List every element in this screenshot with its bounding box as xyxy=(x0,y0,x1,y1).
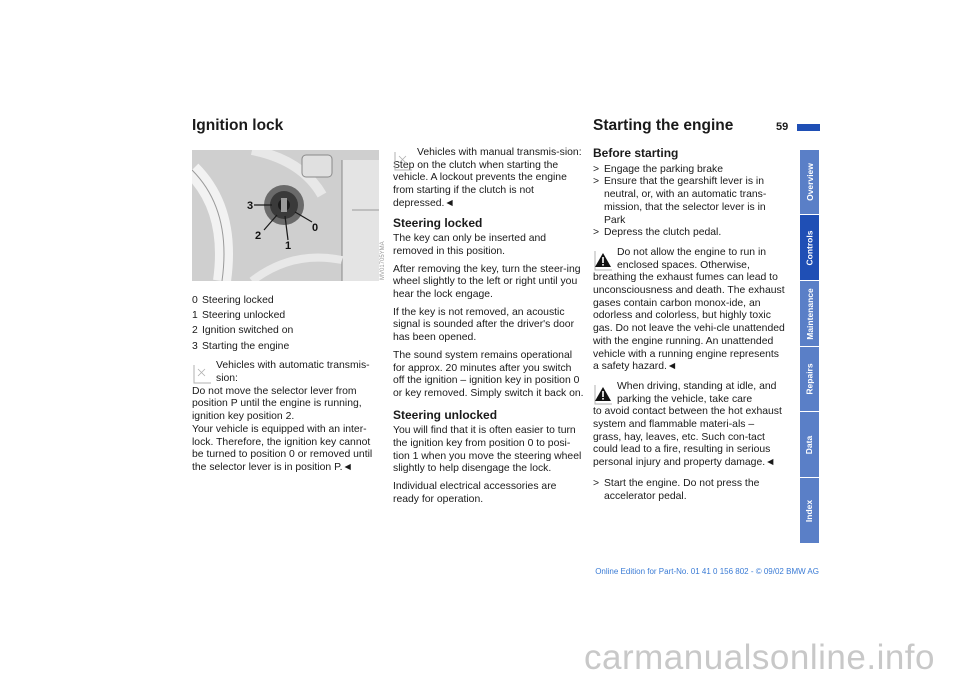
warning-icon xyxy=(593,248,613,272)
warning-icon xyxy=(593,382,613,406)
ignition-lock-figure xyxy=(192,150,379,281)
callout-1: 1 xyxy=(285,240,292,252)
tab-overview[interactable]: Overview xyxy=(800,150,819,214)
legend-item: 2 Ignition switched on xyxy=(192,325,294,337)
list-item: > Ensure that the gearshift lever is in neutral, or, with an automatic trans-mission, that the selector lever is in Park xyxy=(593,176,767,226)
manual-transmission-note: Vehicles with manual transmis-sion: Step on the clutch when starting the vehicle. A lockout prevents the engine from starting if the clutch is not depressed.◄ xyxy=(393,147,582,209)
section-title-ignition-lock: Ignition lock xyxy=(192,117,284,134)
footer-edition: Online Edition for Part-No. 01 41 0 156 802 - © 09/02 BMW AG xyxy=(595,567,819,576)
legend-item: 1 Steering unlocked xyxy=(192,310,286,322)
automatic-transmission-note: Vehicles with automatic transmis-sion: Do not move the selector lever from position P until the engine is running, ignition key position 2. Your vehicle is equipped with an inter-lock. Therefore, the ignition key cannot be turned to position 0 or removed until the selector lever is in position P.◄ xyxy=(192,360,373,473)
tab-data[interactable]: Data xyxy=(800,412,819,477)
note-icon xyxy=(393,148,413,172)
callout-2: 2 xyxy=(255,230,262,242)
right-column xyxy=(593,147,785,503)
legend-item: 0 Steering locked xyxy=(192,295,274,306)
left-column xyxy=(192,295,382,482)
tab-controls[interactable]: Controls xyxy=(800,215,819,280)
figure-code: MV01705YMA xyxy=(380,241,386,280)
list-item: > Start the engine. Do not press the accelerator pedal. xyxy=(593,477,760,502)
list-item: > Engage the parking brake xyxy=(593,163,724,175)
ignition-lock-illustration xyxy=(192,150,379,281)
section-title-starting-engine: Starting the engine xyxy=(593,117,734,134)
legend-item: 3 Starting the engine xyxy=(192,340,290,352)
tab-index[interactable]: Index xyxy=(800,478,819,543)
page-number: 59 xyxy=(776,121,789,133)
heading-steering-locked: Steering locked xyxy=(393,215,483,230)
exhaust-warning: Do not allow the engine to run in enclosed spaces. Otherwise, breathing the exhaust fumes can lead to unconsciousness and death. The exhaust gases contain carbon monox-ide, an odorless and colorless, but highly toxic gas. Do not leave the vehi-cle unattended with the engine running. An unattended vehicle with a running engine represents a safety hazard.◄ xyxy=(593,246,785,373)
heading-steering-unlocked: Steering unlocked xyxy=(393,407,498,422)
heading-before-starting: Before starting xyxy=(593,146,679,160)
tab-repairs[interactable]: Repairs xyxy=(800,347,819,411)
middle-column: Vehicles with manual transmis-sion: Step on the clutch when starting the vehicle. A lockout prevents the engine from starting if the clutch is not depressed.◄ Steering locked The key can only be inserted and removed in this position. After removing the key, turn the steer-ing wheel slightly to the left or right until you hear the lock engage. If the key is not removed, an acoustic signal is sounded after the driver's door has been opened. The sound system remains operational for approx. 20 minutes after you switch off the ignition – ignition key in position 0 or key removed. Simply switch it back on. Steering unlocked You will find that it is often easier to turn the ignition key from position 0 to posi-tion 1 when you move the steering wheel slightly to help disengage the lock. Individual electrical accessories are ready for operation. xyxy=(393,147,584,505)
list-item: > Depress the clutch pedal. xyxy=(593,227,722,239)
page-marker xyxy=(797,124,820,131)
note-icon xyxy=(192,361,212,385)
tab-maintenance[interactable]: Maintenance xyxy=(800,281,819,346)
hot-exhaust-warning: When driving, standing at idle, and parking the vehicle, take care to avoid contact between the hot exhaust system and flammable materi-als – grass, hay, leaves, etc. Such con-tact could lead to a fire, resulting in serious personal injury and property damage.◄ xyxy=(593,380,782,469)
callout-0: 0 xyxy=(312,222,319,234)
watermark: carmanualsonline.info xyxy=(584,638,935,677)
callout-3: 3 xyxy=(247,200,254,212)
